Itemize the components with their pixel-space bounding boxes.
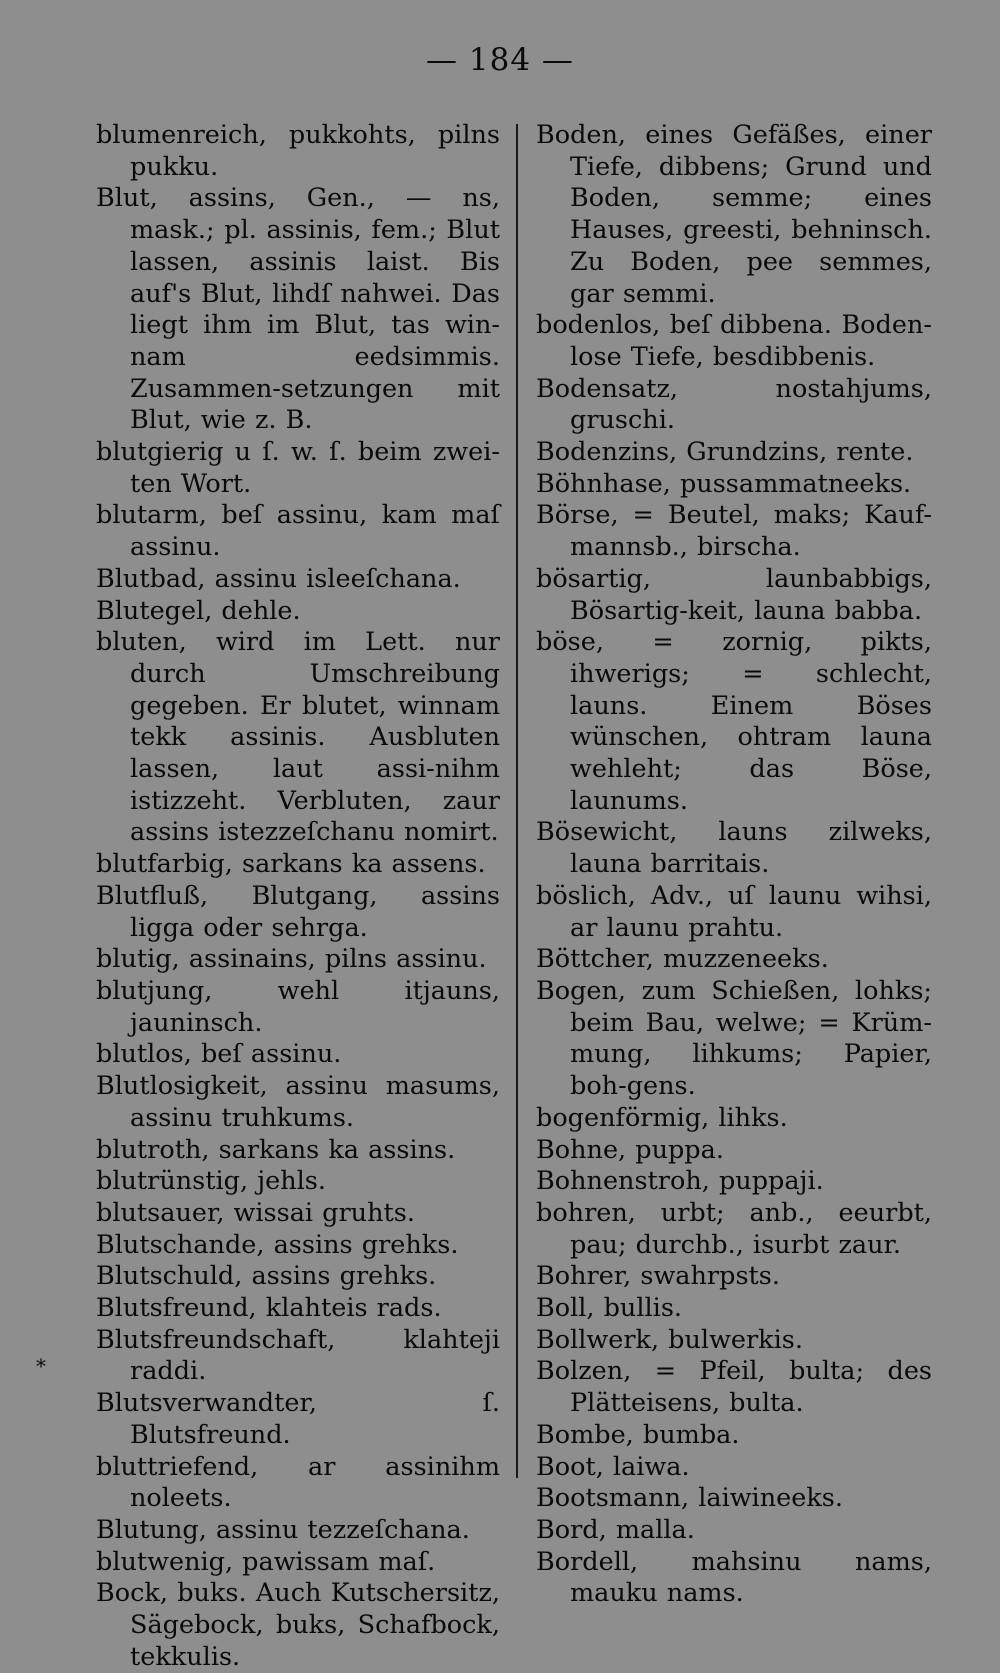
dictionary-entry: Bordell, mahsinu nams, mauku nams. xyxy=(536,1546,932,1609)
dictionary-entry: Bombe, bumba. xyxy=(536,1419,740,1450)
dictionary-entry: bluten, wird im Lett. nur durch Umschreibung gegeben. Er blutet, winnam tekk assinis. Ausbluten lassen, laut assi-nihm istizzeht. Verbluten, zaur assins istezzeſchanu nomirt. xyxy=(96,627,500,848)
dictionary-entry: Bodensatz, nostahjums, gruschi. xyxy=(536,373,932,436)
page-number: — 184 — xyxy=(426,42,574,78)
dictionary-entry: Bohne, puppa. xyxy=(536,1134,724,1165)
dictionary-entry: blutfarbig, sarkans ka assens. xyxy=(96,849,486,880)
left-column xyxy=(96,120,500,1673)
dictionary-entry: blumenreich, pukkohts, pilns pukku. xyxy=(96,120,500,182)
dictionary-entry: bogenförmig, lihks. xyxy=(536,1102,788,1133)
column-divider xyxy=(516,124,518,1478)
dictionary-entry: blutroth, sarkans ka assins. xyxy=(96,1134,456,1165)
dictionary-entry: Blutsfreundschaft, klahteji raddi. xyxy=(96,1324,500,1387)
dictionary-entry: Blutlosigkeit, assinu masums, assinu truhkums. xyxy=(96,1071,500,1133)
dictionary-entry: blutjung, wehl itjauns, jauninsch. xyxy=(96,975,500,1038)
dictionary-entry: bösartig, launbabbigs, Bösartig-keit, launa babba. xyxy=(536,563,932,626)
dictionary-entry: blutgierig u ſ. w. ſ. beim zwei-ten Wort. xyxy=(96,437,500,499)
dictionary-entry: Böhnhase, pussammatneeks. xyxy=(536,468,912,499)
dictionary-entry: Bohrer, swahrpsts. xyxy=(536,1261,780,1292)
dictionary-entry: blutig, assinains, pilns assinu. xyxy=(96,944,487,975)
dictionary-entry: Böttcher, muzzeneeks. xyxy=(536,944,829,975)
dictionary-entry: blutarm, beſ assinu, kam maſ assinu. xyxy=(96,500,500,563)
dictionary-entry: Blutfluß, Blutgang, assins ligga oder sehrga. xyxy=(96,880,500,943)
dictionary-entry: Blutschande, assins grehks. xyxy=(96,1229,459,1260)
dictionary-entry: blutrünstig, jehls. xyxy=(96,1166,326,1197)
dictionary-entry: Blutsverwandter, ſ. Blutsfreund. xyxy=(96,1388,500,1450)
dictionary-entry: Blut, assins, Gen., — ns, mask.; pl. assinis, fem.; Blut lassen, assinis laist. Bis auf's Blut, lihdſ nahwei. Das liegt ihm im Blut, tas win-nam eedsimmis. Zusammen-setzungen mit Blut, wie z. B. xyxy=(96,183,500,436)
dictionary-entry: Boden, eines Gefäßes, einer Tiefe, dibbens; Grund und Boden, semme; eines Hauses, greesti, behninsch. Zu Boden, pee semmes, gar semmi. xyxy=(536,120,932,309)
dictionary-entry: Bock, buks. Auch Kutschersitz, Sägebock, buks, Schafbock, tekkulis. xyxy=(96,1578,500,1672)
dictionary-entry: Blutbad, assinu isleeſchana. xyxy=(96,563,461,594)
dictionary-entry: blutwenig, pawissam maſ. xyxy=(96,1546,436,1577)
dictionary-entry: böslich, Adv., uſ launu wihsi, ar launu prahtu. xyxy=(536,880,932,943)
dictionary-entry: Blutegel, dehle. xyxy=(96,595,301,626)
dictionary-entry: Blutschuld, assins grehks. xyxy=(96,1261,437,1292)
dictionary-entry: Blutung, assinu tezzeſchana. xyxy=(96,1514,470,1545)
margin-star-mark: * xyxy=(36,1354,46,1378)
dictionary-entry: Bodenzins, Grundzins, rente. xyxy=(536,437,914,468)
dictionary-entry: Bollwerk, bulwerkis. xyxy=(536,1324,803,1355)
dictionary-entry: Bösewicht, launs zilweks, launa barritais. xyxy=(536,817,932,880)
dictionary-entry: blutsauer, wissai gruhts. xyxy=(96,1197,415,1228)
dictionary-entry: Bootsmann, laiwineeks. xyxy=(536,1483,843,1514)
dictionary-entry: Bogen, zum Schießen, lohks; beim Bau, welwe; = Krüm-mung, lihkums; Papier, boh-gens. xyxy=(536,975,932,1102)
dictionary-entry: bluttriefend, ar assinihm noleets. xyxy=(96,1451,500,1514)
dictionary-entry: Blutsfreund, klahteis rads. xyxy=(96,1293,442,1324)
dictionary-entry: Bohnenstroh, puppaji. xyxy=(536,1166,824,1197)
dictionary-entry: bohren, urbt; anb., eeurbt, pau; durchb., isurbt zaur. xyxy=(536,1197,932,1260)
dictionary-entry: Boll, bullis. xyxy=(536,1293,683,1324)
dictionary-entry: Boot, laiwa. xyxy=(536,1451,690,1482)
dictionary-entry: Bolzen, = Pfeil, bulta; des Plätteisens, bulta. xyxy=(536,1356,932,1419)
dictionary-entry: böse, = zornig, pikts, ihwerigs; = schlecht, launs. Einem Böses wünschen, ohtram launa wehleht; das Böse, launums. xyxy=(536,627,932,816)
dictionary-entry: bodenlos, beſ dibbena. Boden-lose Tiefe, besdibbenis. xyxy=(536,310,932,372)
right-column xyxy=(536,120,932,1610)
dictionary-entry: blutlos, beſ assinu. xyxy=(96,1039,342,1070)
dictionary-entry: Börse, = Beutel, maks; Kauf-mannsb., birscha. xyxy=(536,500,932,563)
dictionary-entry: Bord, malla. xyxy=(536,1514,695,1545)
